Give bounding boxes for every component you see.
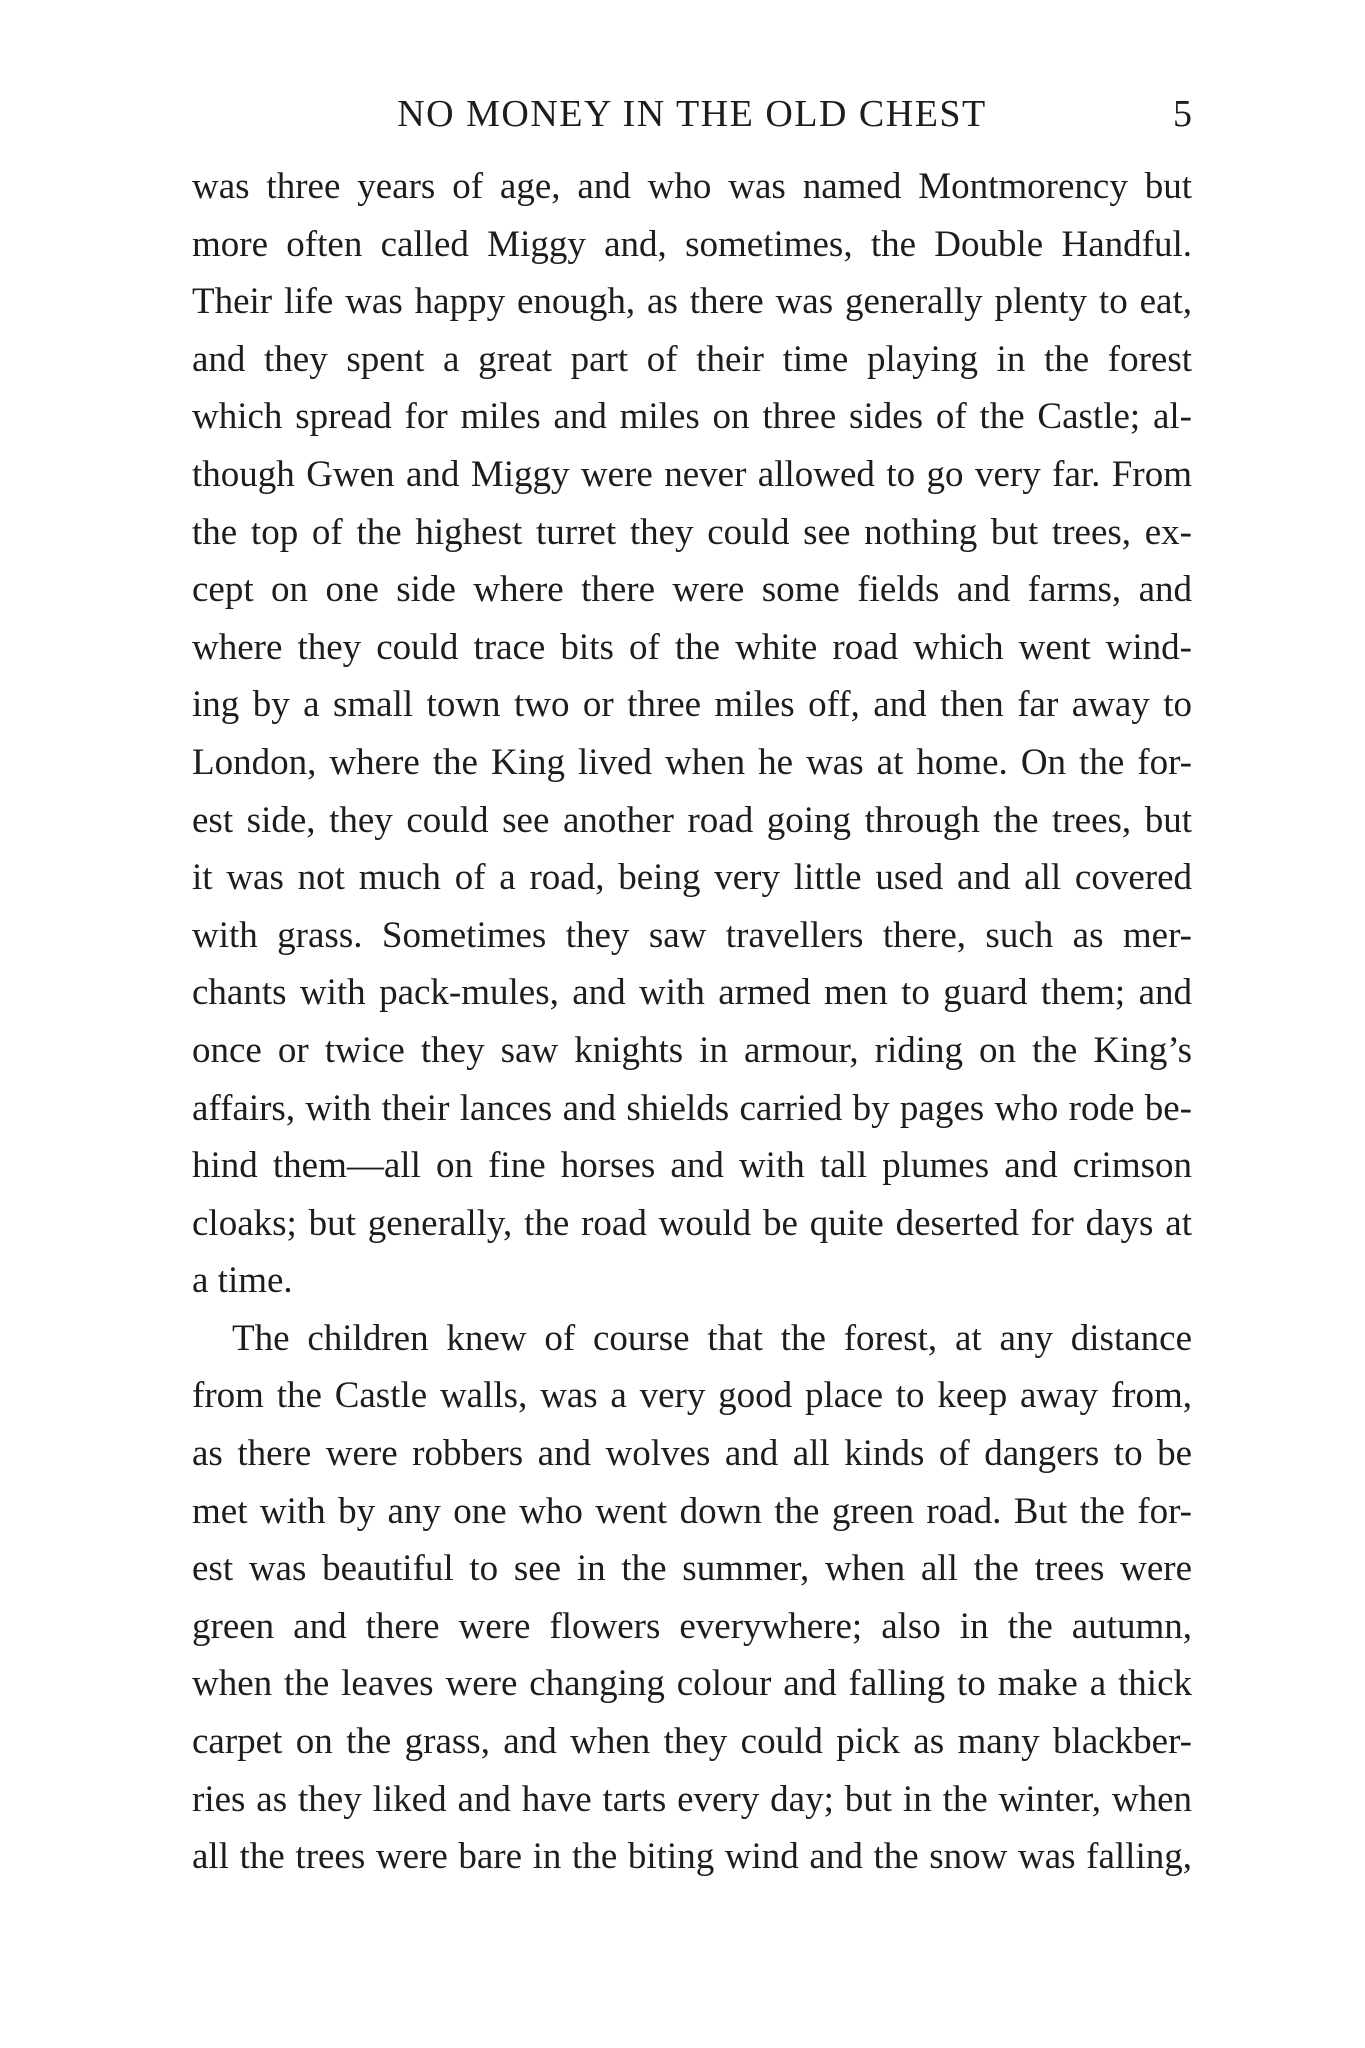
text-line: all the trees were bare in the biting wind and the snow was falling,	[192, 1836, 1192, 1878]
running-head	[192, 84, 1192, 144]
text-line: though Gwen and Miggy were never allowed to go very far. From	[192, 453, 1192, 495]
text-line: est side, they could see another road going through the trees, but	[192, 799, 1192, 841]
text-line: once or twice they saw knights in armour, riding on the King’s	[192, 1029, 1192, 1071]
text-line: London, where the King lived when he was at home. On the for-	[192, 741, 1192, 783]
text-line: and they spent a great part of their time playing in the forest	[192, 338, 1192, 380]
text-line: was three years of age, and who was named Montmorency but	[192, 166, 1192, 207]
text-line: which spread for miles and miles on three sides of the Castle; al-	[192, 396, 1192, 438]
text-line: from the Castle walls, was a very good place to keep away from,	[192, 1375, 1192, 1417]
text-line: ing by a small town two or three miles off, and then far away to	[192, 684, 1192, 726]
text-line: carpet on the grass, and when they could pick as many blackber-	[192, 1721, 1192, 1763]
text-line: when the leaves were changing colour and falling to make a thick	[192, 1663, 1192, 1705]
text-line: a time.	[192, 1260, 293, 1302]
body-text	[192, 158, 1192, 1886]
text-line: cept on one side where there were some fields and farms, and	[192, 569, 1192, 611]
paragraph	[192, 158, 1192, 1310]
text-line: The children knew of course that the forest, at any distance	[232, 1317, 1192, 1359]
text-line: where they could trace bits of the white road which went wind-	[192, 626, 1192, 668]
paragraph	[192, 1310, 1192, 1886]
text-line: the top of the highest turret they could see nothing but trees, ex-	[192, 511, 1192, 553]
text-line: more often called Miggy and, sometimes, the Double Handful.	[192, 223, 1192, 265]
text-line: hind them—all on fine horses and with tall plumes and crimson	[192, 1145, 1192, 1187]
text-line: affairs, with their lances and shields carried by pages who rode be-	[192, 1087, 1192, 1129]
text-line: it was not much of a road, being very little used and all covered	[192, 857, 1192, 899]
text-line: green and there were flowers everywhere; also in the autumn,	[192, 1605, 1192, 1647]
text-line: as there were robbers and wolves and all kinds of dangers to be	[192, 1433, 1192, 1475]
running-title: NO MONEY IN THE OLD CHEST	[397, 93, 987, 135]
text-line: with grass. Sometimes they saw travellers there, such as mer-	[192, 914, 1192, 956]
page-number: 5	[1173, 93, 1192, 135]
text-line: met with by any one who went down the green road. But the for-	[192, 1490, 1192, 1532]
text-line: Their life was happy enough, as there was generally plenty to eat,	[192, 281, 1192, 323]
text-line: ries as they liked and have tarts every day; but in the winter, when	[192, 1778, 1192, 1820]
text-line: est was beautiful to see in the summer, when all the trees were	[192, 1548, 1192, 1590]
text-line: chants with pack-mules, and with armed men to guard them; and	[192, 972, 1192, 1014]
text-line: cloaks; but generally, the road would be quite deserted for days at	[192, 1202, 1192, 1244]
